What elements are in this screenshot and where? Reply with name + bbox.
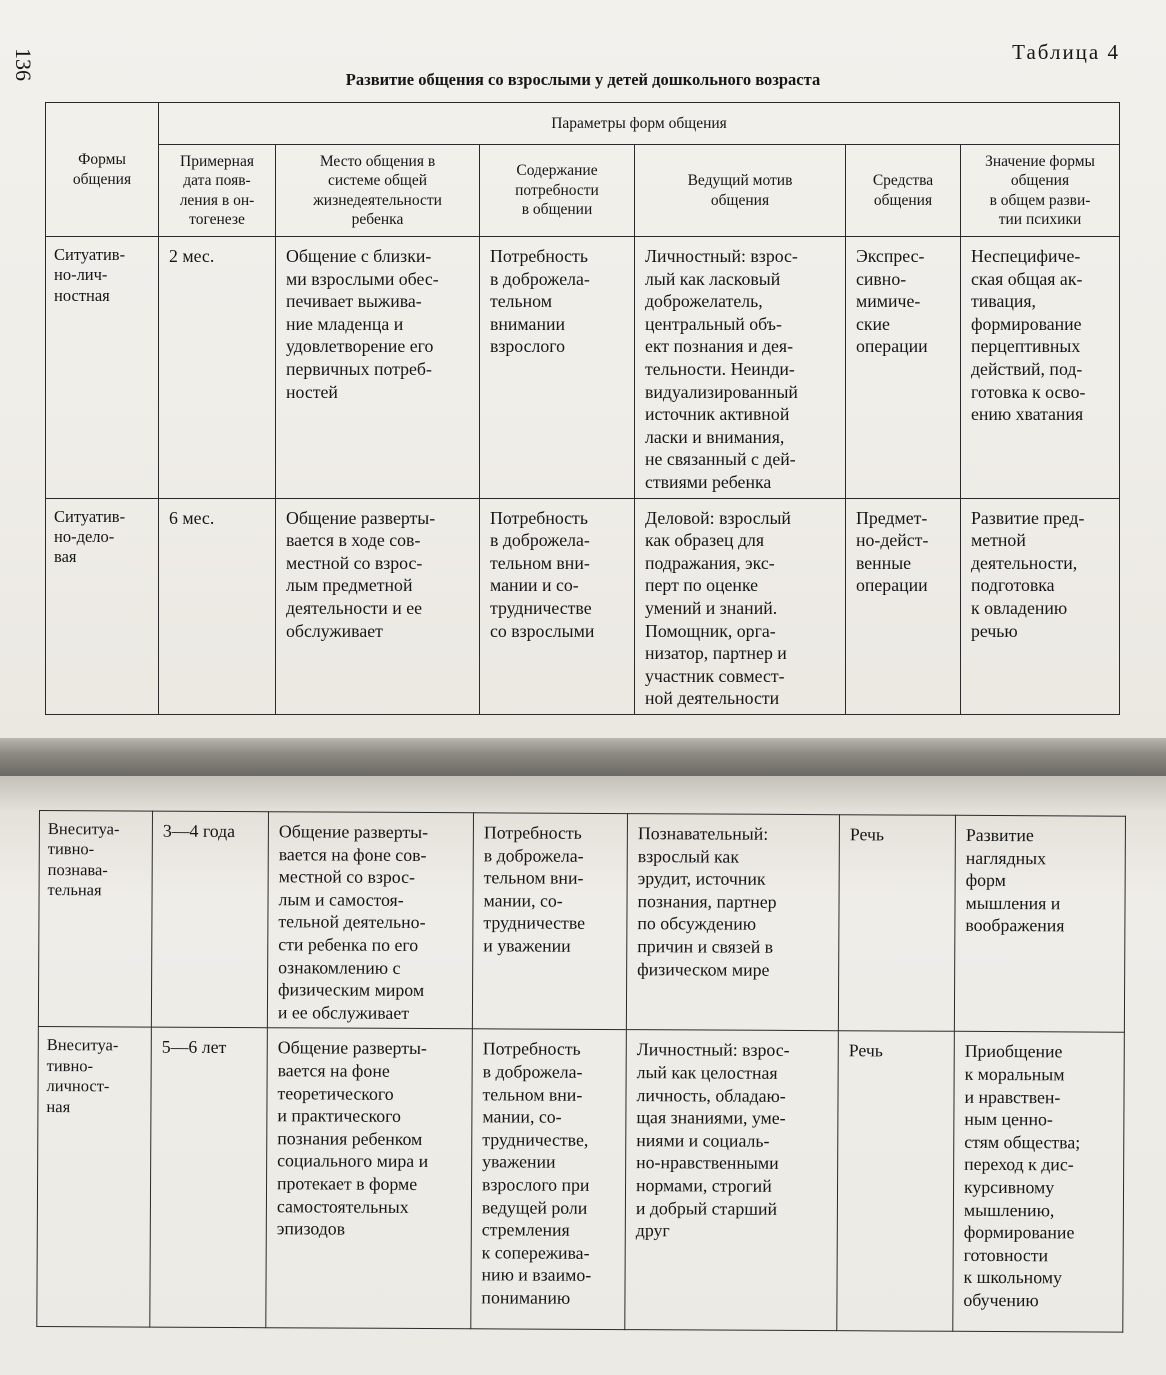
cell-need [480, 237, 635, 499]
text-line: взрослого [490, 336, 566, 357]
text-line: ознакомлению с [278, 956, 401, 978]
text-line: обучению [963, 1289, 1039, 1311]
cell-means [846, 498, 961, 714]
table-row [46, 237, 1120, 499]
text-line: подготовка [971, 575, 1055, 596]
text-line: лым и самостоя- [278, 889, 404, 910]
text-line: видуализированный [645, 381, 798, 402]
cell-motive [626, 814, 839, 1031]
text-line: ствиями ребенка [645, 471, 772, 492]
cell-need [471, 1029, 627, 1330]
text-line: мышления и [965, 892, 1061, 914]
text-line: мании, со- [482, 1106, 562, 1127]
text-line: ностная [54, 285, 110, 305]
text-line: не связанный с дей- [645, 449, 796, 470]
text-line: социального мира и [277, 1150, 429, 1172]
table-title: Развитие общения со взрослыми у детей дошкольного возраста [345, 70, 821, 89]
cell-means [838, 815, 955, 1032]
text-line: и уважении [483, 935, 571, 956]
text-line: низатор, партнер и [645, 643, 787, 664]
text-line: ласки и внимания, [645, 426, 785, 447]
text-line: ностей [286, 381, 338, 402]
text-line: мышлению, [963, 1199, 1055, 1220]
text-line: ению хватания [971, 404, 1084, 425]
text-line: 6 мес. [169, 507, 215, 528]
text-line: Формы [78, 151, 126, 168]
text-line: Речь [849, 824, 885, 845]
bottom-page [0, 776, 1166, 1375]
text-line: перт по оценке [645, 575, 759, 596]
text-line: курсивному [963, 1176, 1055, 1198]
cell-date [150, 1027, 268, 1328]
communication-table-part-2 [36, 810, 1126, 1333]
text-line: физическим миром [278, 979, 425, 1001]
text-line: ная [46, 1096, 71, 1116]
text-line: ребенка [351, 211, 404, 228]
text-line: Развитие [965, 824, 1034, 846]
cell-form [46, 237, 159, 499]
text-line: в доброжела- [483, 844, 584, 866]
text-line: центральный объ- [645, 313, 782, 334]
text-line: операции [856, 336, 928, 357]
text-line: причин и связей в [637, 936, 774, 957]
text-line: 3—4 года [162, 820, 236, 842]
cell-form [37, 1027, 152, 1328]
text-line: но-дейст- [856, 530, 929, 551]
text-line: в доброжела- [490, 530, 590, 551]
text-line: системе общей [327, 172, 428, 189]
text-line: ведущей роли [481, 1196, 588, 1218]
text-line: тивация, [971, 291, 1036, 312]
text-line: Ситуатив- [54, 506, 126, 526]
text-line: тельная [47, 880, 102, 900]
text-line: общения [72, 170, 132, 188]
header-forms [46, 103, 159, 237]
text-line: эпизодов [276, 1218, 346, 1239]
text-line: местной со взрос- [286, 552, 423, 573]
text-line: познава- [47, 859, 108, 880]
text-line: друг [635, 1220, 670, 1241]
header-parameters: Параметры форм общения [159, 103, 1120, 145]
text-line: удовлетворение его [286, 336, 434, 357]
text-line: умений и знаний. [645, 597, 778, 618]
text-line: личност- [46, 1076, 110, 1096]
text-line: печивает выжива- [286, 291, 422, 312]
text-line: Общение с близки- [286, 246, 432, 266]
text-line: трудничестве [490, 597, 592, 618]
text-line: доброжелатель, [645, 291, 763, 312]
text-line: но-дело- [54, 526, 115, 546]
header-need [480, 145, 635, 237]
header-meaning [961, 145, 1120, 237]
text-line: ская общая ак- [971, 268, 1083, 289]
text-line: к школьному [963, 1267, 1062, 1288]
text-line: Экспрес- [856, 246, 925, 266]
cell-meaning [953, 1032, 1125, 1333]
text-line: личность, обладаю- [636, 1084, 786, 1106]
text-line: 2 мес. [169, 246, 215, 266]
text-line: общения [873, 191, 933, 209]
cell-meaning [961, 498, 1120, 714]
text-line: готовка к осво- [971, 381, 1086, 402]
cell-means [846, 237, 961, 499]
text-line: тельном вни- [482, 1083, 583, 1105]
text-line: Потребность [482, 1038, 581, 1060]
text-line: к сопережива- [481, 1242, 590, 1263]
text-line: жизнедеятельности [313, 191, 442, 209]
page-number: 136 [11, 48, 36, 81]
text-line: в доброжела- [490, 268, 590, 289]
text-line: ми взрослыми обес- [286, 268, 439, 289]
text-line: Приобщение [964, 1041, 1063, 1062]
cell-place [267, 812, 473, 1029]
text-line: в общем разви- [989, 191, 1091, 209]
table-label: Таблица 4 [1012, 40, 1120, 64]
text-line: ект познания и дея- [645, 336, 794, 357]
text-line: эрудит, источник [637, 868, 766, 889]
text-line: протекает в форме [276, 1173, 418, 1194]
text-line: тогенезе [189, 211, 245, 228]
text-line: тельном [490, 291, 552, 312]
text-line: познания, партнер [637, 890, 777, 912]
cell-date [151, 811, 268, 1028]
text-line: физическом мире [637, 958, 770, 980]
text-line: тельности. Неинди- [645, 358, 795, 379]
book-gutter [0, 738, 1166, 776]
text-line: Внеситуа- [47, 819, 120, 839]
text-line: Примерная [180, 152, 254, 170]
text-line: вая [54, 547, 77, 567]
table-row [46, 498, 1120, 714]
text-line: тивно- [46, 1055, 94, 1076]
text-line: Содержание [516, 162, 598, 180]
text-line: и ее обслуживает [277, 1002, 410, 1023]
text-line: Общение разверты- [278, 821, 429, 843]
text-line: Предмет- [856, 507, 928, 528]
text-line: Познавательный: [637, 823, 769, 844]
text-line: перцептивных [971, 336, 1081, 357]
text-line: источник активной [645, 404, 790, 425]
text-line: Место общения в [319, 152, 436, 170]
text-line: Внеситуа- [46, 1035, 119, 1055]
text-line: Помощник, орга- [645, 620, 776, 641]
text-line: по обсуждению [637, 913, 757, 935]
text-line: операции [856, 575, 928, 596]
text-line: тии психики [998, 211, 1082, 228]
text-line: ниями и социаль- [636, 1129, 770, 1151]
header-motive [635, 145, 846, 237]
cell-motive [625, 1030, 839, 1331]
text-line: Деловой: взрослый [645, 507, 791, 528]
text-line: Средства [872, 172, 934, 189]
text-line: общения [710, 191, 770, 209]
cell-meaning [961, 237, 1120, 499]
text-line: трудничестве, [482, 1129, 589, 1150]
text-line: воображения [965, 915, 1065, 936]
text-line: к овладению [971, 597, 1068, 618]
text-line: общения [1010, 172, 1070, 189]
text-line: к моральным [964, 1063, 1065, 1085]
cell-motive [635, 498, 846, 714]
text-line: Личностный: взрос- [645, 246, 798, 266]
text-line: деятельности, [971, 552, 1078, 573]
text-line: форм [965, 870, 1006, 891]
text-line: лый как ласковый [645, 268, 781, 289]
text-line: нию и взаимо- [481, 1264, 592, 1286]
text-line: Ведущий мотив [687, 172, 793, 189]
text-line: в общении [521, 201, 593, 219]
text-line: действий, под- [971, 358, 1083, 379]
cell-meaning [954, 815, 1125, 1032]
cell-form [38, 811, 152, 1028]
text-line: тельном вни- [490, 552, 590, 573]
text-line: Развитие пред- [971, 507, 1085, 528]
text-line: уважении [482, 1151, 556, 1173]
text-line: Общение разверты- [286, 507, 436, 528]
text-line: познания ребенком [277, 1127, 423, 1149]
text-line: взрослый как [637, 845, 740, 867]
text-line: стремления [481, 1219, 570, 1240]
text-line: формирование [963, 1221, 1075, 1243]
text-line: обслуживает [286, 620, 383, 641]
text-line: лый как целостная [636, 1062, 778, 1083]
text-line: участник совмест- [645, 665, 785, 686]
text-line: ной деятельности [645, 688, 780, 709]
text-line: подражания, экс- [645, 552, 775, 573]
text-line: внимании [490, 313, 565, 334]
text-line: ние младенца и [286, 313, 404, 334]
text-line: но-нравственными [636, 1152, 779, 1174]
text-line: Неспецифиче- [971, 246, 1081, 266]
text-line: ления в он- [179, 191, 255, 209]
cell-motive [635, 237, 846, 499]
text-line: мании и со- [490, 575, 579, 596]
text-line: первичных потреб- [286, 358, 432, 379]
text-line: вается в ходе сов- [286, 530, 421, 551]
table-row [38, 811, 1125, 1033]
text-line: стям общества; [964, 1131, 1081, 1153]
text-line: в доброжела- [482, 1061, 583, 1082]
cell-need [480, 498, 635, 714]
text-line: щая знаниями, уме- [636, 1107, 786, 1129]
text-line: Речь [848, 1040, 883, 1061]
text-line: взрослого при [481, 1174, 590, 1195]
text-line: Потребность [490, 507, 588, 528]
text-line: формирование [971, 313, 1082, 334]
table-row [37, 1027, 1125, 1333]
text-line: наглядных [965, 847, 1047, 868]
text-line: сти ребенка по его [278, 934, 419, 955]
cell-place [276, 237, 480, 499]
text-line: Общение разверты- [277, 1037, 427, 1059]
header-means [846, 145, 961, 237]
text-line: деятельности и ее [286, 597, 422, 618]
text-line: ские [856, 313, 890, 334]
text-line: мании, со- [483, 890, 563, 911]
text-line: речью [971, 620, 1018, 641]
text-line: переход к дис- [964, 1154, 1074, 1175]
cell-place [266, 1028, 473, 1329]
text-line: лым предметной [286, 575, 413, 596]
text-line: Потребность [483, 822, 582, 843]
text-line: метной [971, 530, 1026, 551]
text-line: и нравствен- [964, 1086, 1061, 1107]
text-line: как образец для [645, 530, 765, 551]
text-line: готовности [963, 1244, 1049, 1265]
cell-date [159, 498, 276, 714]
cell-form [46, 498, 159, 714]
header-date [159, 145, 276, 237]
text-line: теоретического [277, 1082, 394, 1104]
text-line: но-лич- [54, 265, 108, 285]
text-line: со взрослыми [490, 620, 595, 641]
text-line: и практического [277, 1105, 401, 1127]
text-line: тивно- [47, 839, 95, 859]
text-line: пониманию [481, 1287, 571, 1308]
text-line: тельном вни- [483, 867, 584, 889]
text-line: дата появ- [183, 172, 251, 189]
text-line: мимиче- [856, 291, 921, 312]
cell-need [472, 813, 627, 1030]
cell-date [159, 237, 276, 499]
text-line: сивно- [856, 268, 907, 289]
text-line: Личностный: взрос- [636, 1039, 790, 1061]
text-line: и добрый старший [635, 1197, 778, 1219]
text-line: вается на фоне [277, 1060, 390, 1081]
text-line: местной со взрос- [278, 866, 416, 888]
cell-place [276, 498, 480, 714]
text-line: тельной деятельно- [278, 911, 426, 933]
text-line: венные [856, 552, 912, 573]
text-line: ным ценно- [964, 1108, 1053, 1130]
text-line: 5—6 лет [161, 1036, 227, 1058]
communication-table-part-1 [45, 102, 1120, 715]
text-line: вается на фоне сов- [278, 843, 427, 865]
text-line: Ситуатив- [54, 245, 126, 264]
text-line: трудничестве [483, 912, 586, 934]
text-line: самостоятельных [276, 1195, 409, 1217]
cell-means [837, 1031, 955, 1332]
text-line: Значение формы [985, 152, 1095, 170]
text-line: нормами, строгий [635, 1175, 772, 1196]
header-place [276, 145, 480, 237]
text-line: потребности [515, 181, 599, 199]
text-line: Потребность [490, 246, 588, 266]
